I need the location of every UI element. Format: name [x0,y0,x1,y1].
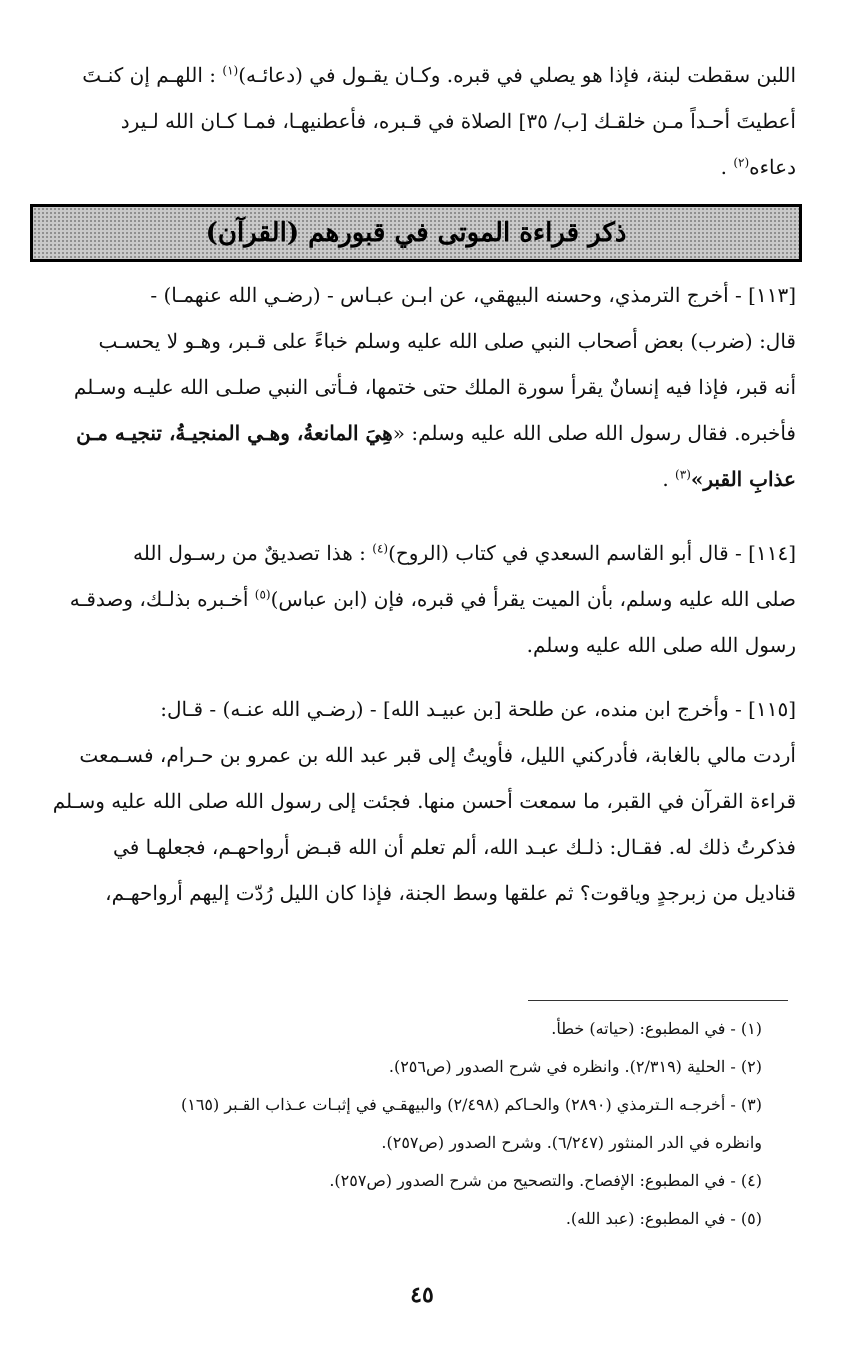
text-line: أعطيتَ أحـداً مـن خلقـك [ب/ ٣٥] الصلاة في قـبره، فأعطنيهـا، فمـا كـان الله لـيرد [120,109,796,133]
text-run: : اللهـم إن كنـتَ [82,63,217,87]
footnote-ref: (٣) [675,467,691,482]
text-run: . [662,467,669,491]
text-run: : هذا تصديقٌ من رسـول الله [133,541,366,565]
intro-paragraph [48,52,796,190]
footnote: (٤) - في المطبوع: الإفصاح. والتصحيح من شرح الصدور (ص٢٥٧). [329,1171,762,1190]
footnote-ref: (٢) [733,155,750,170]
hadith-quote: عذابِ القبر [703,467,796,491]
text-line [48,144,796,190]
footnote: (١) - في المطبوع: (حياته) خطأ. [551,1019,762,1038]
footnotes [44,1010,762,1238]
section-heading-box [30,204,802,262]
text-run: صلى الله عليه وسلم، بأن الميت يقرأ في قبره، فإن (ابن عباس) [270,587,796,611]
text-line: قناديل من زبرجدٍ وياقوت؟ ثم علقها وسط الجنة، فإذا كان الليل رُدّت إليهم أرواحهـم، [105,881,796,905]
text-line: فذكرتُ ذلك له. فقـال: ذلـك عبـد الله، ألم تعلم أن الله قبـض أرواحهـم، فجعلهـا في [113,835,796,859]
paragraph-114 [48,530,796,668]
text-line: [١١٥] - وأخرج ابن منده، عن طلحة [بن عبيـد الله] - (رضـي الله عنـه) - قـال: [160,697,796,721]
text-line: أردت مالي بالغابة، فأدركني الليل، فأويتُ إلى قبر عبد الله بن عمرو بن حـرام، فسـمعت [79,743,796,767]
footnote: (٥) - في المطبوع: (عبد الله). [565,1209,762,1228]
footnote-ref: (٥) [254,587,271,602]
text-line: رسول الله صلى الله عليه وسلم. [526,633,796,657]
text-line: [١١٣] - أخرج الترمذي، وحسنه البيهقي، عن ابـن عبـاس - (رضـي الله عنهمـا) - [150,283,796,307]
paragraph-113 [48,272,796,502]
text-line [48,530,796,576]
text-line: قراءة القرآن في القبر، ما سمعت أحسن منها. فجئت إلى رسول الله صلى الله عليه وسـلم [52,789,796,813]
footnote-divider [528,1000,788,1001]
footnote-ref: (١) [222,63,239,78]
text-line [48,456,796,502]
text-run: اللبن سقطت لبنة، فإذا هو يصلي في قبره. وكـان يقـول في (دعائـه) [238,63,796,87]
text-line [48,410,796,456]
text-run: دعاءه [749,155,796,179]
text-line: قال: (ضرب) بعض أصحاب النبي صلى الله عليه وسلم خباءً على قـبر، وهـو لا يحسـب [98,329,796,353]
text-line: أنه قبر، فإذا فيه إنسانٌ يقرأ سورة الملك حتى ختمها، فـأتى النبي صلـى الله عليـه وسـلم [73,375,796,399]
page-number: ٤٥ [410,1282,434,1308]
section-heading: ذكر قراءة الموتى في قبورهم (القرآن) [205,218,627,248]
footnote: (٢) - الحلية (٢/٣١٩). وانظره في شرح الصدور (ص٢٥٦). [388,1057,762,1076]
footnote: (٣) - أخرجـه الـترمذي (٢٨٩٠) والحـاكم (٢/٤٩٨) والبيهقـي في إثبـات عـذاب القـبر (١٦٥) [180,1095,762,1114]
text-line [48,52,796,98]
footnote-continuation: وانظره في الدر المنثور (٦/٢٤٧). وشرح الصدور (ص٢٥٧). [381,1133,762,1152]
hadith-quote: هِيَ المانعةُ، وهـي المنجيـةُ، تنجيـه مـن [76,421,393,445]
paragraph-115 [48,686,796,916]
text-run: . [720,155,727,179]
quote-mark: » [690,467,704,491]
text-run: أخـبره بذلـك، وصدقـه [69,587,249,611]
text-run: [١١٤] - قال أبو القاسم السعدي في كتاب (الروح) [388,541,796,565]
text-line [48,576,796,622]
footnote-ref: (٤) [372,541,389,556]
text-run: فأخبره. فقال رسول الله صلى الله عليه وسلم: « [392,421,796,445]
